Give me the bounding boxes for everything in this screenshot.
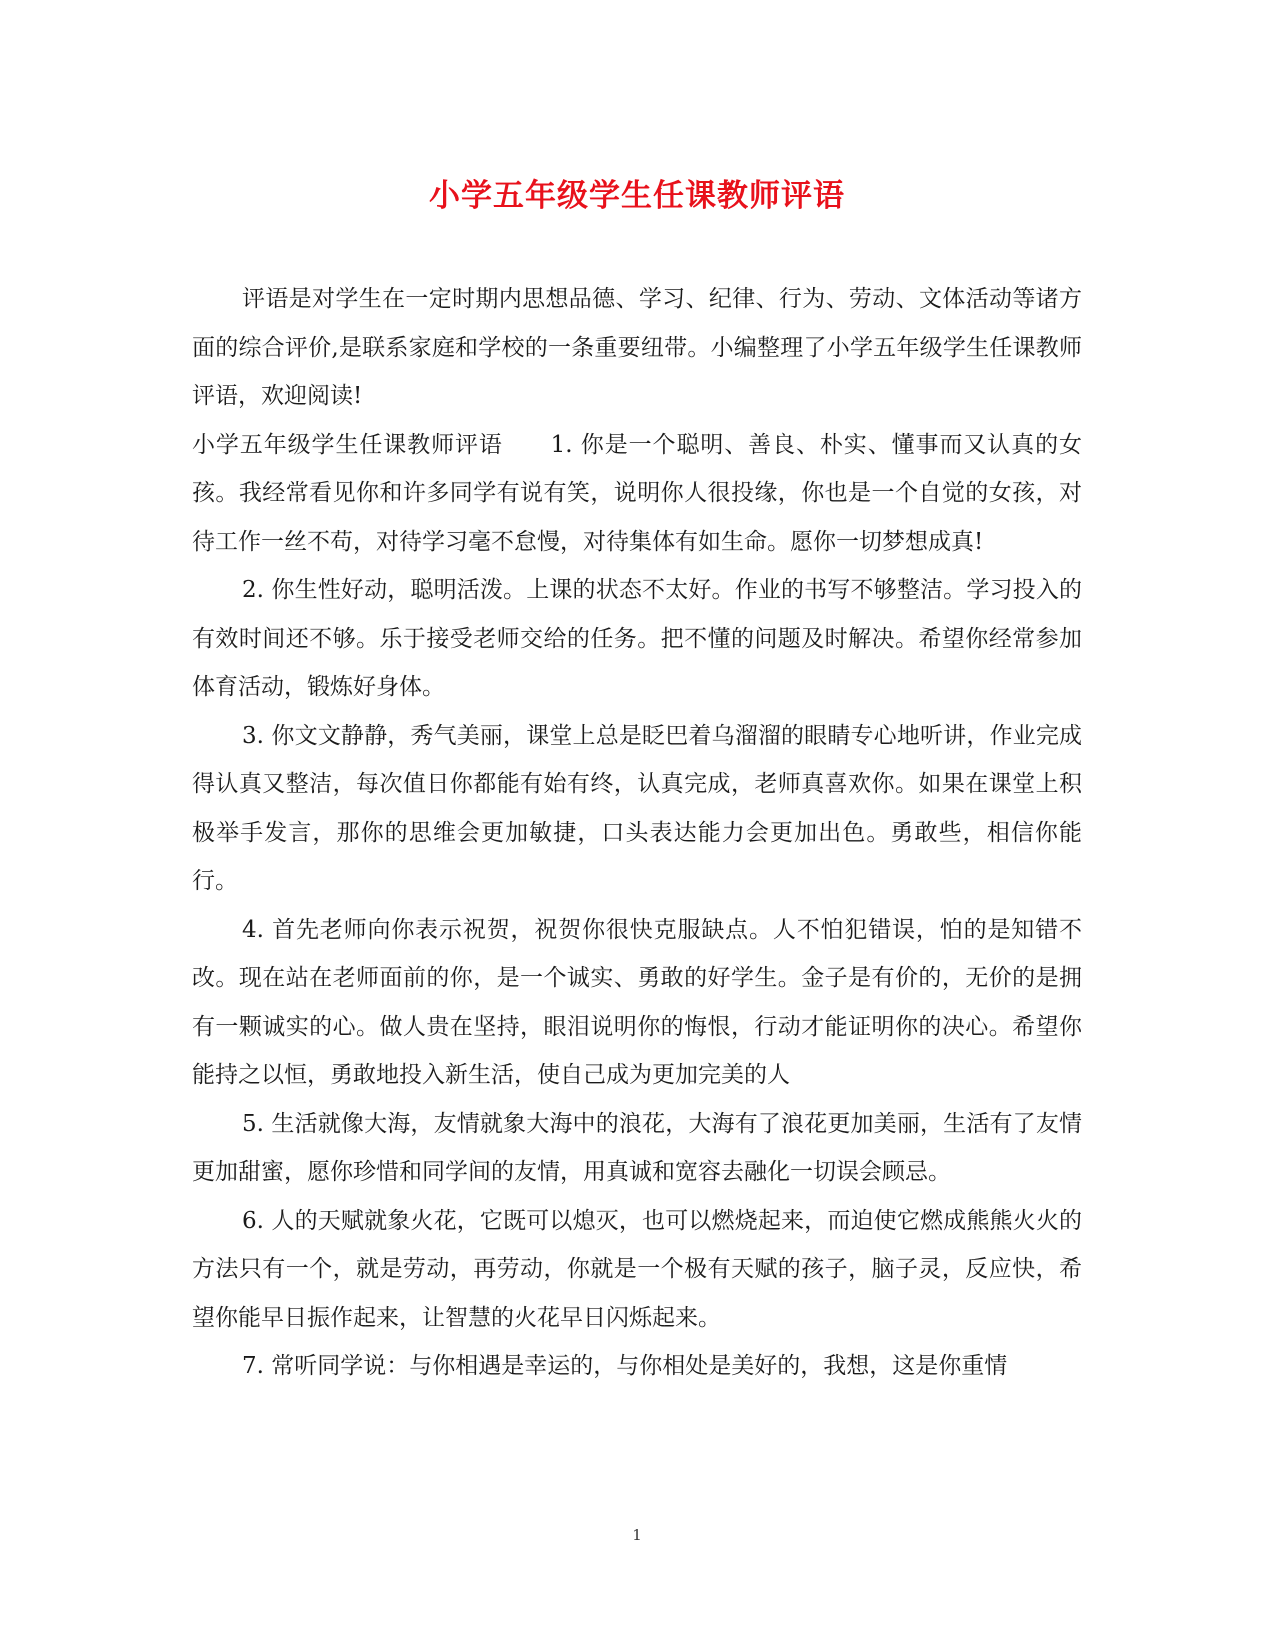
comment-paragraph-4: 4. 首先老师向你表示祝贺，祝贺你很快克服缺点。人不怕犯错误，怕的是知错不改。现在站在老师面前的你，是一个诚实、勇敢的好学生。金子是有价的，无价的是拥有一颗诚实的心。做人贵在坚持，眼泪说明你的悔恨，行动才能证明你的决心。希望你能持之以恒，勇敢地投入新生活，使自己成为更加完美的人 bbox=[192, 916, 1082, 1088]
document-body bbox=[192, 275, 1082, 1391]
comment-paragraph-7: 7. 常听同学说：与你相遇是幸运的，与你相处是美好的，我想，这是你重情 bbox=[242, 1353, 1008, 1379]
comment-paragraph-5: 5. 生活就像大海，友情就象大海中的浪花，大海有了浪花更加美丽，生活有了友情更加甜蜜，愿你珍惜和同学间的友情，用真诚和宽容去融化一切误会顾忌。 bbox=[192, 1110, 1082, 1185]
comment-paragraph-2: 2. 你生性好动，聪明活泼。上课的状态不太好。作业的书写不够整洁。学习投入的有效时间还不够。乐于接受老师交给的任务。把不懂的问题及时解决。希望你经常参加体育活动，锻炼好身体。 bbox=[192, 577, 1082, 700]
intro-paragraph: 评语是对学生在一定时期内思想品德、学习、纪律、行为、劳动、文体活动等诸方面的综合评价,是联系家庭和学校的一条重要纽带。小编整理了小学五年级学生任课教师评语，欢迎阅读! bbox=[192, 286, 1082, 409]
page-number: 1 bbox=[632, 1526, 642, 1544]
comment-paragraph-1: 小学五年级学生任课教师评语 1. 你是一个聪明、善良、朴实、懂事而又认真的女孩。我经常看见你和许多同学有说有笑，说明你人很投缘，你也是一个自觉的女孩，对待工作一丝不苟，对待学习毫不怠慢，对待集体有如生命。愿你一切梦想成真! bbox=[192, 431, 1082, 555]
comment-paragraph-3: 3. 你文文静静，秀气美丽，课堂上总是眨巴着乌溜溜的眼睛专心地听讲，作业完成得认真又整洁，每次值日你都能有始有终，认真完成，老师真喜欢你。如果在课堂上积极举手发言，那你的思维会更加敏捷，口头表达能力会更加出色。勇敢些，相信你能行。 bbox=[192, 722, 1082, 894]
document-title: 小学五年级学生任课教师评语 bbox=[429, 178, 845, 214]
comment-paragraph-6: 6. 人的天赋就象火花，它既可以熄灭，也可以燃烧起来，而迫使它燃成熊熊火火的方法只有一个，就是劳动，再劳动，你就是一个极有天赋的孩子，脑子灵，反应快，希望你能早日振作起来，让智慧的火花早日闪烁起来。 bbox=[192, 1207, 1082, 1331]
